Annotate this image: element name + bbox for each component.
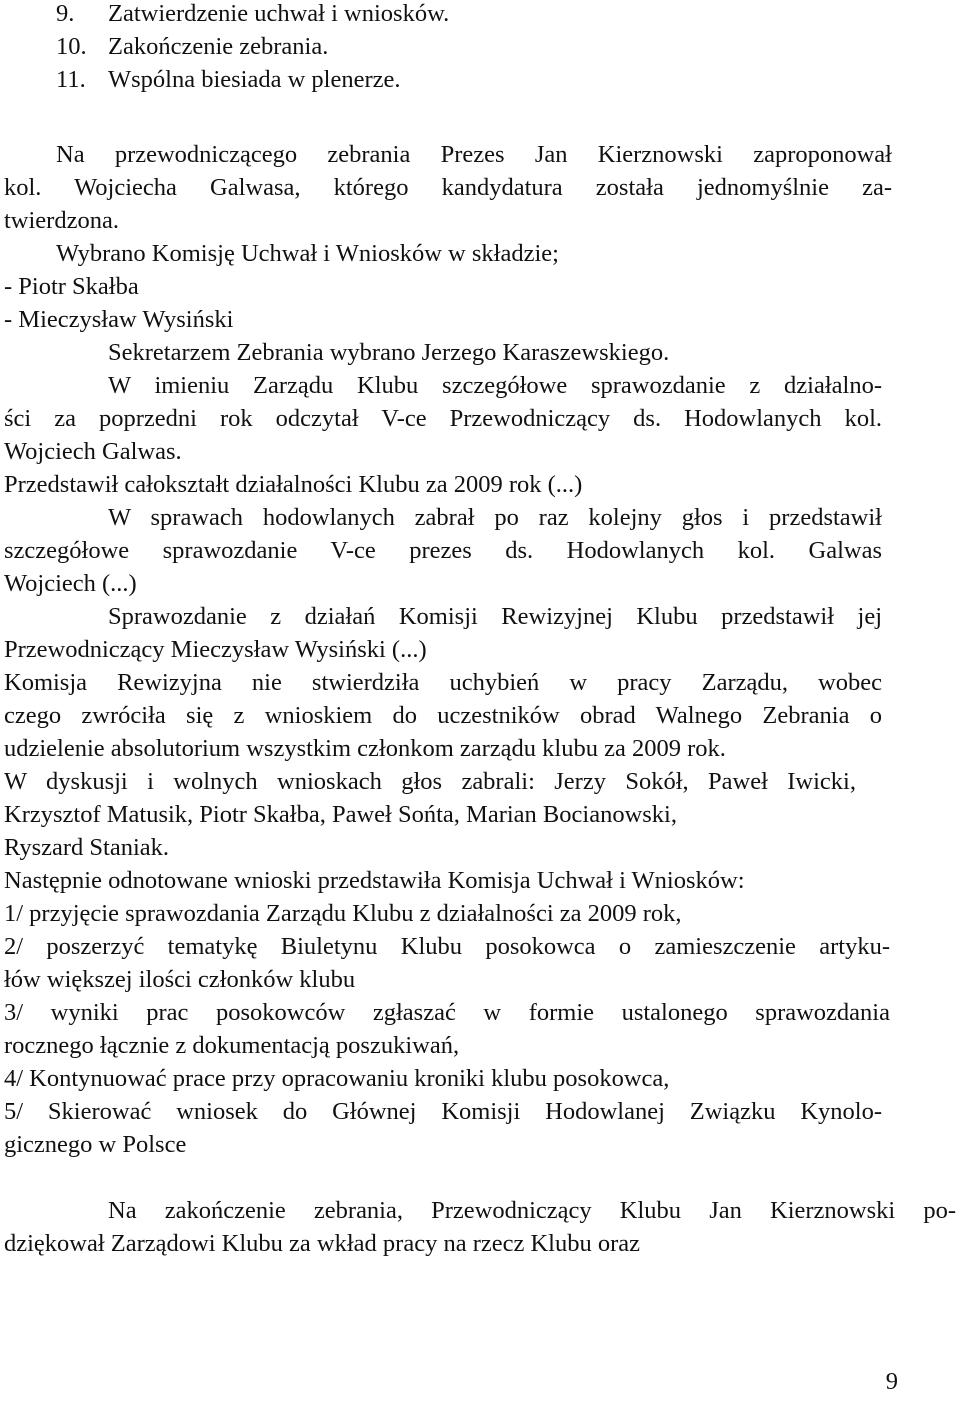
paragraph-line: Wybrano Komisję Uchwał i Wniosków w składzie; (56, 240, 559, 267)
agenda-item-10: Zakończenie zebrania. (108, 33, 329, 60)
agenda-number-11: 11. (56, 66, 86, 93)
list-item: 5/ Skierować wniosek do Głównej Komisji Hodowlanej Związku Kynolo- (4, 1098, 882, 1125)
paragraph-line: Wojciech (...) (4, 570, 137, 597)
paragraph-line: Na zakończenie zebrania, Przewodniczący Klubu Jan Kierznowski po- (108, 1197, 956, 1224)
list-item: 4/ Kontynuować prace przy opracowaniu kroniki klubu posokowca, (4, 1065, 670, 1092)
agenda-number-10: 10. (56, 33, 87, 60)
paragraph-line: Przedstawił całokształt działalności Klubu za 2009 rok (...) (4, 471, 583, 498)
paragraph-line: Sekretarzem Zebrania wybrano Jerzego Karaszewskiego. (108, 339, 670, 366)
paragraph-line: W dyskusji i wolnych wnioskach głos zabrali: Jerzy Sokół, Paweł Iwicki, (4, 768, 856, 795)
list-item: 3/ wyniki prac posokowców zgłaszać w formie ustalonego sprawozdania (4, 999, 890, 1026)
paragraph-line: dziękował Zarządowi Klubu za wkład pracy na rzecz Klubu oraz (4, 1230, 641, 1257)
paragraph-line: kol. Wojciecha Galwasa, którego kandydatura została jednomyślnie za- (4, 174, 892, 201)
list-item: 2/ poszerzyć tematykę Biuletynu Klubu posokowca o zamieszczenie artyku- (4, 933, 890, 960)
paragraph-line: czego zwróciła się z wnioskiem do uczestników obrad Walnego Zebrania o (4, 702, 882, 729)
paragraph-line: udzielenie absolutorium wszystkim członkom zarządu klubu za 2009 rok. (4, 735, 726, 762)
paragraph-line: szczegółowe sprawozdanie V-ce prezes ds. Hodowlanych kol. Galwas (4, 537, 882, 564)
paragraph-line: Sprawozdanie z działań Komisji Rewizyjnej Klubu przedstawił jej (108, 603, 882, 630)
paragraph-line: Na przewodniczącego zebrania Prezes Jan Kierznowski zaproponował (56, 141, 892, 168)
paragraph-line: ści za poprzedni rok odczytał V-ce Przewodniczący ds. Hodowlanych kol. (4, 405, 882, 432)
paragraph-line: Ryszard Staniak. (4, 834, 170, 861)
agenda-item-9: Zatwierdzenie uchwał i wniosków. (108, 0, 450, 27)
list-item: gicznego w Polsce (4, 1131, 187, 1158)
list-item: 1/ przyjęcie sprawozdania Zarządu Klubu z działalności za 2009 rok, (4, 900, 682, 927)
paragraph-line: Wojciech Galwas. (4, 438, 182, 465)
paragraph-line: Komisja Rewizyjna nie stwierdziła uchybień w pracy Zarządu, wobec (4, 669, 882, 696)
page-number: 9 (885, 1368, 898, 1395)
agenda-item-11: Wspólna biesiada w plenerze. (108, 66, 401, 93)
paragraph-line: W sprawach hodowlanych zabrał po raz kolejny głos i przedstawił (108, 504, 882, 531)
list-item: - Piotr Skałba (4, 273, 139, 300)
paragraph-line: Krzysztof Matusik, Piotr Skałba, Paweł Sońta, Marian Bocianowski, (4, 801, 677, 828)
agenda-number-9: 9. (56, 0, 75, 27)
paragraph-line: twierdzona. (4, 207, 119, 234)
list-item: łów większej ilości członków klubu (4, 966, 356, 993)
paragraph-line: Następnie odnotowane wnioski przedstawiła Komisja Uchwał i Wniosków: (4, 867, 745, 894)
list-item: rocznego łącznie z dokumentacją poszukiwań, (4, 1032, 460, 1059)
paragraph-line: W imieniu Zarządu Klubu szczegółowe sprawozdanie z działalno- (108, 372, 882, 399)
list-item: - Mieczysław Wysiński (4, 306, 234, 333)
paragraph-line: Przewodniczący Mieczysław Wysiński (...) (4, 636, 427, 663)
